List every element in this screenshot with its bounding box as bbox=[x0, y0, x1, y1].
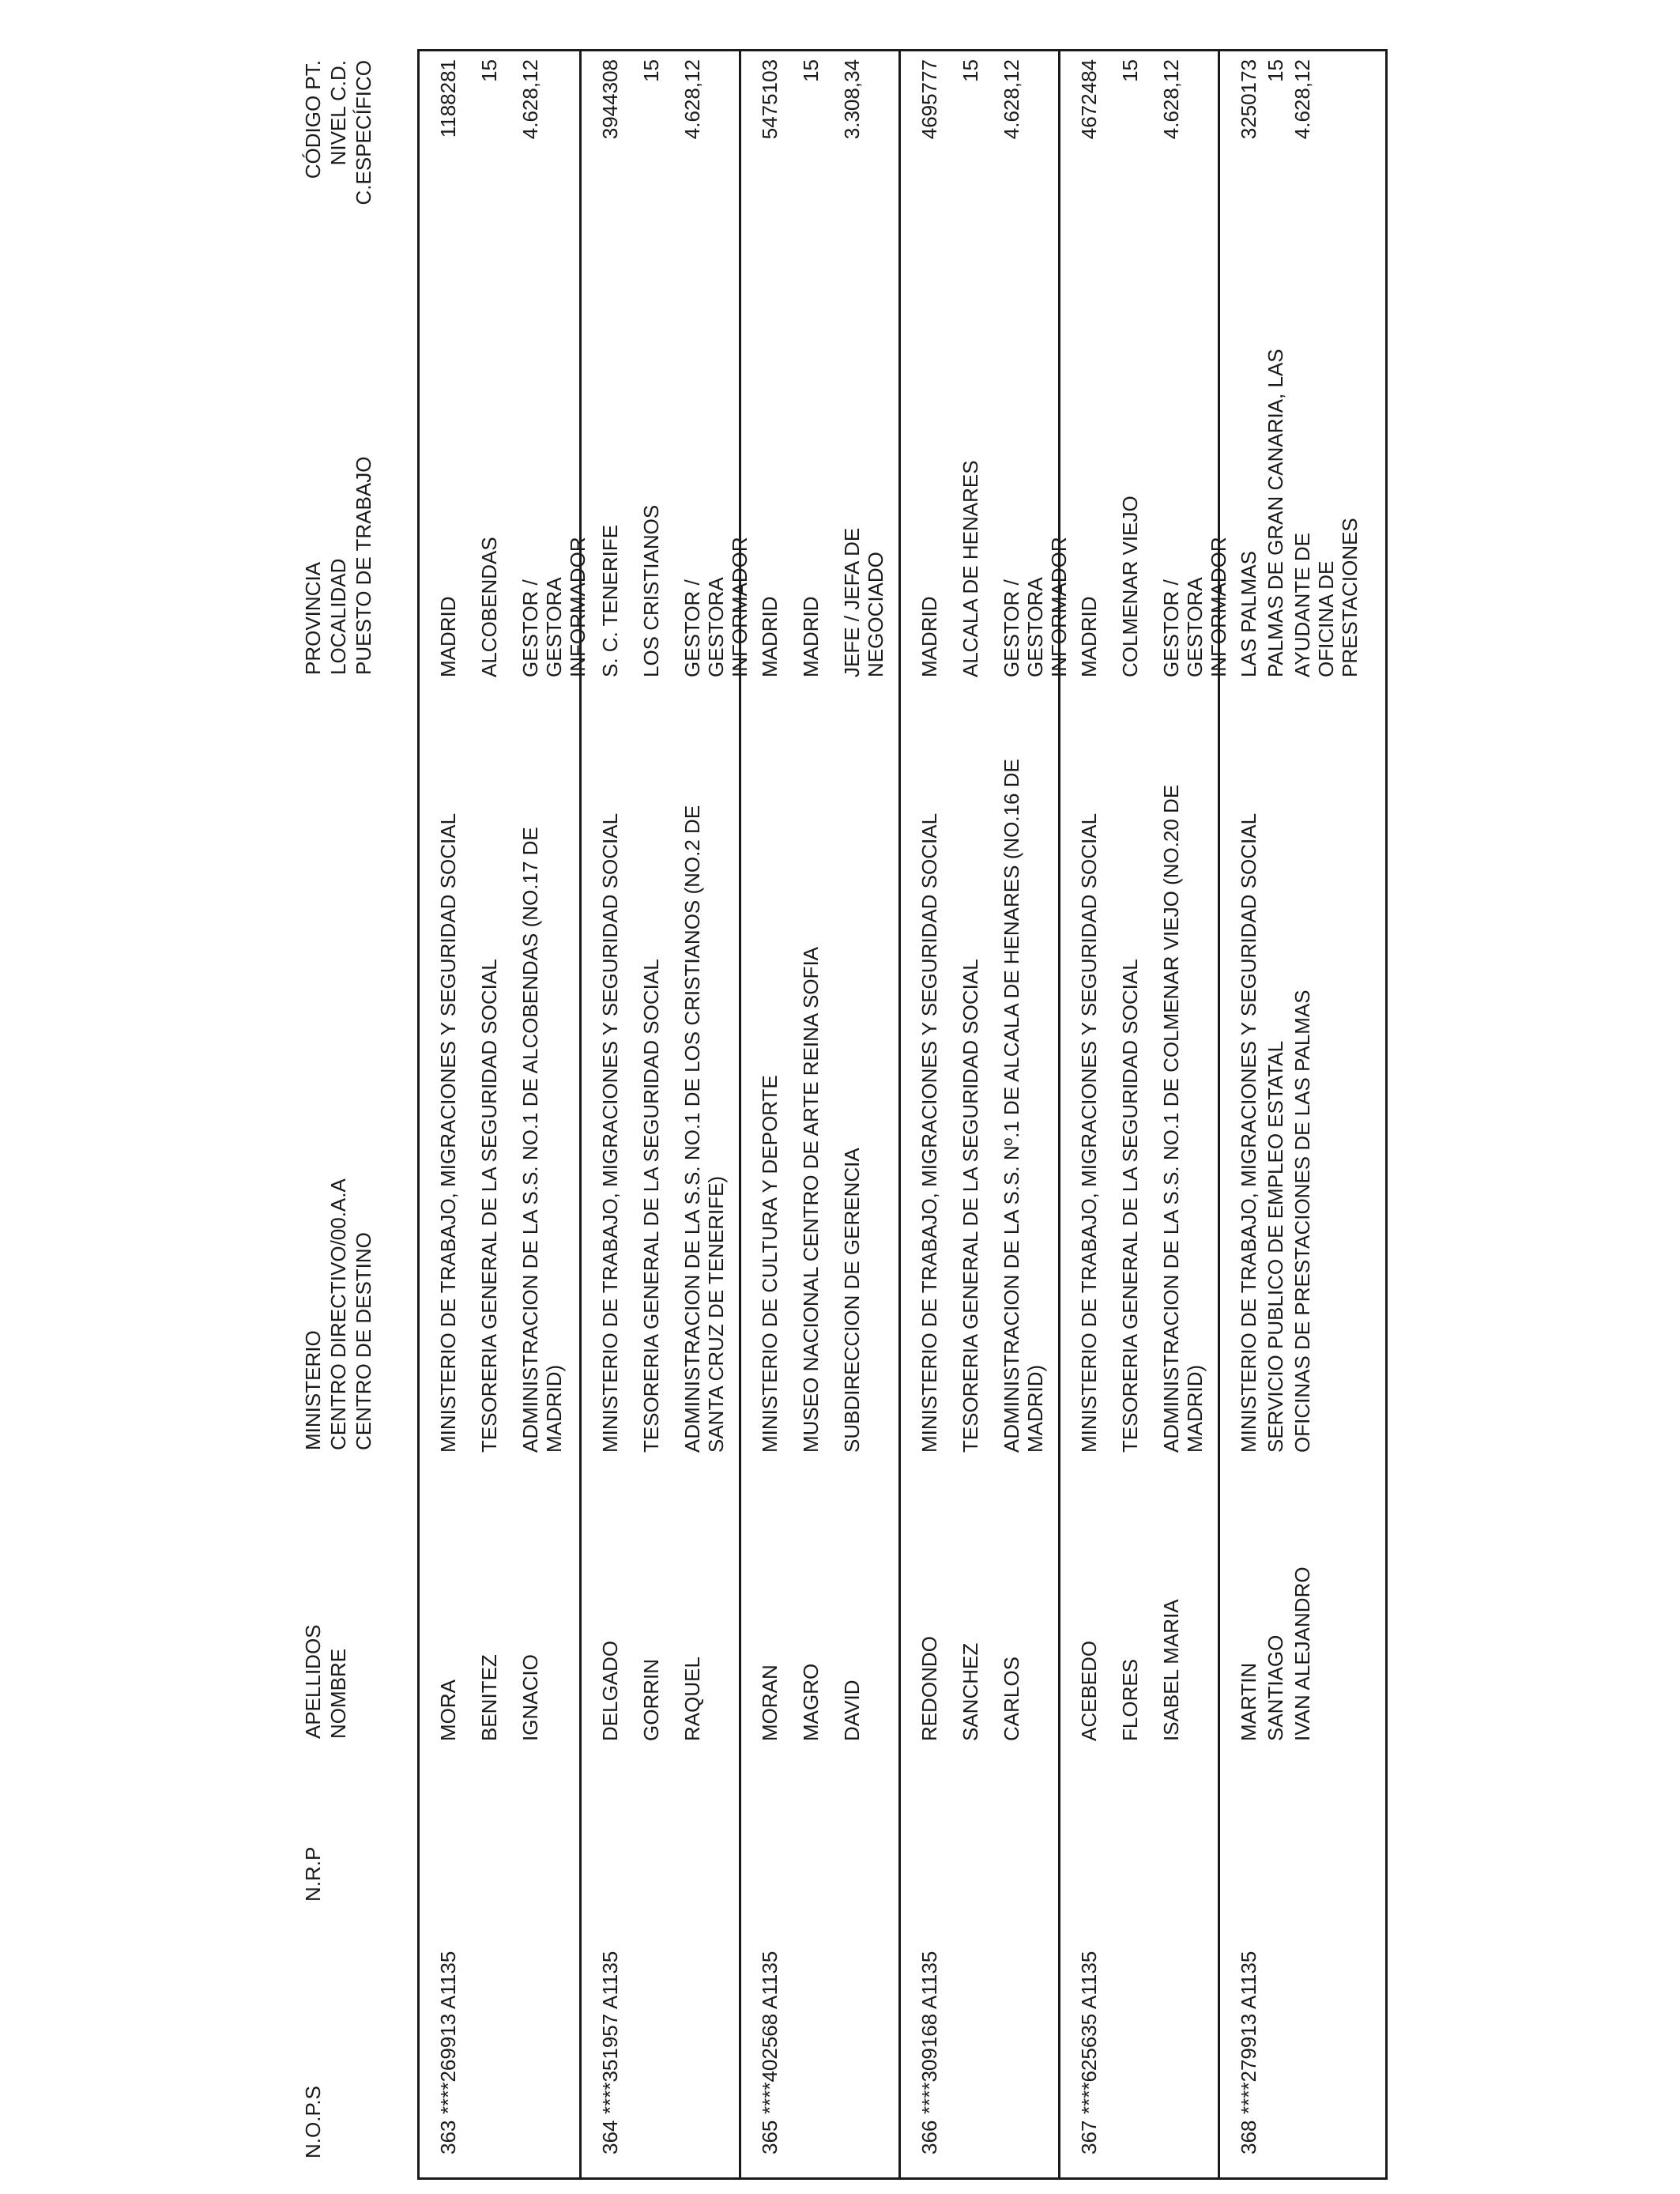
especifico-cell: 4.628,12 bbox=[1000, 59, 1023, 140]
nombre-cell: IVAN ALEJANDRO bbox=[1290, 1566, 1314, 1741]
especifico-cell: 4.628,12 bbox=[680, 59, 704, 140]
codigo-cell: 5475103 bbox=[758, 59, 782, 140]
centro-destino-cell: ADMINISTRACION DE LA S.S. NO.1 DE COLMENAR VIEJO (NO.20 DE MADRID) bbox=[1159, 784, 1207, 1453]
provincia-cell: MADRID bbox=[758, 596, 782, 677]
header-especifico: C.ESPECÍFICO bbox=[352, 60, 375, 205]
apellido1-cell: REDONDO bbox=[917, 1636, 941, 1741]
localidad-cell: ALCALA DE HENARES bbox=[959, 460, 982, 677]
header-nrp: N.R.P bbox=[301, 1846, 325, 1902]
localidad-cell: COLMENAR VIEJO bbox=[1118, 496, 1142, 677]
ministerio-cell: MINISTERIO DE TRABAJO, MIGRACIONES Y SEGURIDAD SOCIAL bbox=[1237, 812, 1260, 1453]
puesto-cell: GESTOR / GESTORA INFORMADOR bbox=[1159, 537, 1230, 677]
apellido1-cell: DELGADO bbox=[598, 1640, 622, 1741]
header-apellidos: APELLIDOS bbox=[301, 1624, 325, 1739]
header-nops: N.O.P.S bbox=[301, 2085, 325, 2158]
puesto-cell: GESTOR / GESTORA INFORMADOR bbox=[680, 537, 751, 677]
table-row bbox=[579, 51, 751, 2177]
ministerio-cell: MINISTERIO DE TRABAJO, MIGRACIONES Y SEGURIDAD SOCIAL bbox=[598, 812, 622, 1453]
nombre-cell: IGNACIO bbox=[518, 1654, 542, 1741]
apellido2-cell: FLORES bbox=[1118, 1658, 1142, 1741]
header-centro-directivo: CENTRO DIRECTIVO/00.A.A bbox=[326, 1178, 350, 1450]
header-localidad: LOCALIDAD bbox=[326, 558, 350, 675]
table-row bbox=[420, 51, 590, 2177]
especifico-cell: 4.628,12 bbox=[1290, 59, 1314, 140]
apellido1-cell: MARTIN bbox=[1237, 1662, 1260, 1741]
provincia-cell: MADRID bbox=[436, 596, 460, 677]
nombre-cell: DAVID bbox=[840, 1679, 864, 1741]
nombre-cell: CARLOS bbox=[1000, 1657, 1023, 1741]
nivel-cell: 15 bbox=[639, 59, 663, 82]
nops-cell: 367 bbox=[1077, 2120, 1101, 2154]
centro-destino-cell: ADMINISTRACION DE LA S.S. Nº.1 DE ALCALA DE HENARES (NO.16 DE MADRID) bbox=[1000, 759, 1047, 1453]
localidad-cell: MADRID bbox=[799, 596, 823, 677]
nivel-cell: 15 bbox=[1264, 59, 1287, 82]
nrp-cell: ****351957 A1135 bbox=[598, 1951, 622, 2114]
nivel-cell: 15 bbox=[799, 59, 823, 82]
apellido1-cell: MORAN bbox=[758, 1664, 782, 1741]
header-codigo: CÓDIGO PT. bbox=[301, 60, 325, 179]
provincia-cell: MADRID bbox=[1077, 596, 1101, 677]
header-codigo-nivel-especifico bbox=[300, 60, 376, 226]
header-provincia-localidad-puesto bbox=[300, 457, 376, 675]
provincia-cell: S. C. TENERIFE bbox=[598, 524, 622, 677]
ministerio-cell: MINISTERIO DE CULTURA Y DEPORTE bbox=[758, 1075, 782, 1453]
apellido2-cell: BENITEZ bbox=[477, 1654, 501, 1741]
centro-destino-cell: SUBDIRECCION DE GERENCIA bbox=[840, 1148, 864, 1453]
header-nivel: NIVEL C.D. bbox=[326, 60, 350, 166]
apellido1-cell: ACEBEDO bbox=[1077, 1640, 1101, 1741]
header-ministerio-centros bbox=[300, 1178, 376, 1450]
puesto-cell: GESTOR / GESTORA INFORMADOR bbox=[518, 537, 590, 677]
localidad-cell: PALMAS DE GRAN CANARIA, LAS bbox=[1264, 349, 1287, 677]
centro-directivo-cell: TESORERIA GENERAL DE LA SEGURIDAD SOCIAL bbox=[477, 959, 501, 1453]
nops-cell: 365 bbox=[758, 2120, 782, 2154]
puesto-cell: GESTOR / GESTORA INFORMADOR bbox=[1000, 537, 1071, 677]
puesto-cell: JEFE / JEFA DE NEGOCIADO bbox=[840, 527, 887, 677]
header-puesto: PUESTO DE TRABAJO bbox=[352, 456, 375, 675]
localidad-cell: ALCOBENDAS bbox=[477, 537, 501, 677]
especifico-cell: 4.628,12 bbox=[1159, 59, 1183, 140]
table-row bbox=[1218, 51, 1380, 2177]
apellido2-cell: GORRIN bbox=[639, 1659, 663, 1741]
nops-cell: 364 bbox=[598, 2120, 622, 2154]
codigo-cell: 4695777 bbox=[917, 59, 941, 140]
header-ministerio: MINISTERIO bbox=[301, 1330, 325, 1450]
centro-directivo-cell: SERVICIO PUBLICO DE EMPLEO ESTATAL bbox=[1264, 1040, 1287, 1453]
centro-directivo-cell: TESORERIA GENERAL DE LA SEGURIDAD SOCIAL bbox=[1118, 959, 1142, 1453]
apellido2-cell: SANCHEZ bbox=[959, 1642, 982, 1741]
table-row bbox=[739, 51, 901, 2177]
centro-destino-cell: OFICINAS DE PRESTACIONES DE LAS PALMAS bbox=[1290, 990, 1314, 1453]
nivel-cell: 15 bbox=[959, 59, 982, 82]
table-row bbox=[1058, 51, 1230, 2177]
centro-directivo-cell: TESORERIA GENERAL DE LA SEGURIDAD SOCIAL bbox=[959, 959, 982, 1453]
nombre-cell: ISABEL MARIA bbox=[1159, 1599, 1183, 1741]
table-row bbox=[898, 51, 1071, 2177]
header-centro-destino: CENTRO DE DESTINO bbox=[352, 1232, 375, 1450]
nops-cell: 368 bbox=[1237, 2120, 1260, 2154]
nrp-cell: ****402568 A1135 bbox=[758, 1951, 782, 2114]
centro-destino-cell: ADMINISTRACION DE LA S.S. NO.1 DE LOS CRISTIANOS (NO.2 DE SANTA CRUZ DE TENERIFE) bbox=[680, 805, 728, 1453]
header-nombre: NOMBRE bbox=[326, 1648, 350, 1739]
codigo-cell: 3944308 bbox=[598, 59, 622, 140]
apellido2-cell: MAGRO bbox=[799, 1663, 823, 1741]
codigo-cell: 1188281 bbox=[436, 59, 460, 138]
nops-cell: 366 bbox=[917, 2120, 941, 2154]
nrp-cell: ****625635 A1135 bbox=[1077, 1951, 1101, 2114]
centro-directivo-cell: MUSEO NACIONAL CENTRO DE ARTE REINA SOFIA bbox=[799, 946, 823, 1453]
nrp-cell: ****309168 A1135 bbox=[917, 1951, 941, 2114]
nops-cell: 363 bbox=[436, 2120, 460, 2154]
records-table bbox=[417, 49, 1388, 2180]
ministerio-cell: MINISTERIO DE TRABAJO, MIGRACIONES Y SEGURIDAD SOCIAL bbox=[436, 812, 460, 1453]
ministerio-cell: MINISTERIO DE TRABAJO, MIGRACIONES Y SEGURIDAD SOCIAL bbox=[1077, 812, 1101, 1453]
codigo-cell: 4672484 bbox=[1077, 59, 1101, 140]
codigo-cell: 3250173 bbox=[1237, 59, 1260, 140]
nrp-cell: ****269913 A1135 bbox=[436, 1951, 460, 2114]
nivel-cell: 15 bbox=[477, 59, 501, 82]
localidad-cell: LOS CRISTIANOS bbox=[639, 504, 663, 677]
apellido1-cell: MORA bbox=[436, 1679, 460, 1741]
header-apellidos-nombre bbox=[300, 1624, 351, 1739]
header-provincia: PROVINCIA bbox=[301, 561, 325, 675]
centro-destino-cell: ADMINISTRACION DE LA S.S. NO.1 DE ALCOBENDAS (NO.17 DE MADRID) bbox=[518, 827, 566, 1453]
especifico-cell: 3.308,34 bbox=[840, 59, 864, 140]
puesto-cell: AYUDANTE DE OFICINA DE PRESTACIONES bbox=[1290, 518, 1362, 677]
centro-directivo-cell: TESORERIA GENERAL DE LA SEGURIDAD SOCIAL bbox=[639, 959, 663, 1453]
provincia-cell: LAS PALMAS bbox=[1237, 551, 1260, 677]
nrp-cell: ****279913 A1135 bbox=[1237, 1951, 1260, 2114]
nivel-cell: 15 bbox=[1118, 59, 1142, 82]
provincia-cell: MADRID bbox=[917, 596, 941, 677]
nombre-cell: RAQUEL bbox=[680, 1657, 704, 1741]
apellido2-cell: SANTIAGO bbox=[1264, 1634, 1287, 1741]
especifico-cell: 4.628,12 bbox=[518, 59, 542, 140]
ministerio-cell: MINISTERIO DE TRABAJO, MIGRACIONES Y SEGURIDAD SOCIAL bbox=[917, 812, 941, 1453]
